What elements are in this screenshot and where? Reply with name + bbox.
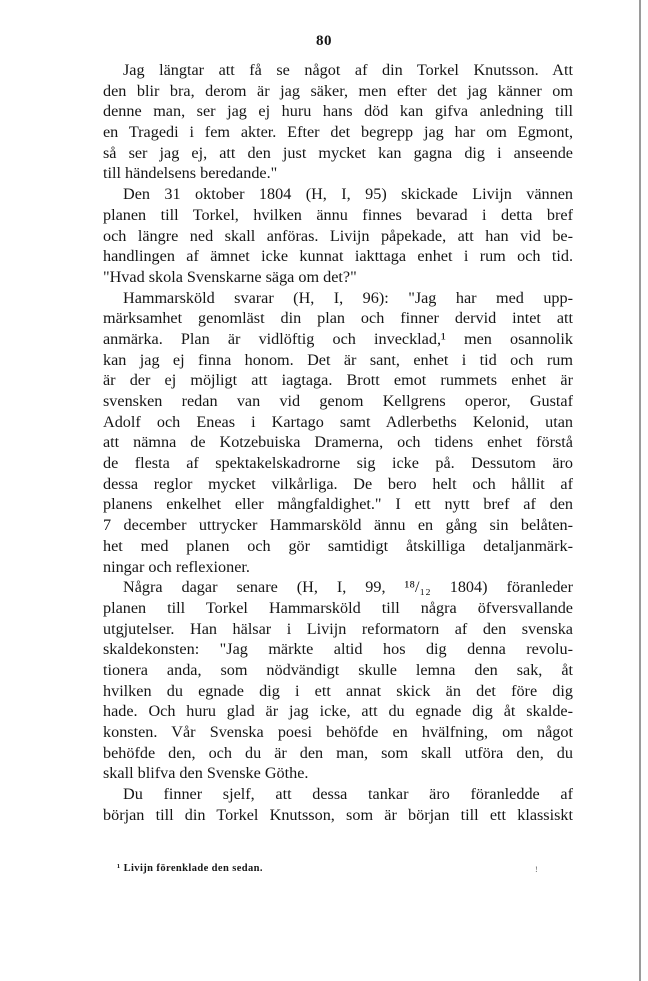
- text-line: Jag längtar att få se något af din Torkel Knutsson. Att: [123, 61, 573, 79]
- text-line: den blir bra, derom är jag säker, men efter det jag känner om: [103, 81, 573, 100]
- text-line: Några dagar senare (H, I, 99, ¹⁸/₁₂ 1804) föranleder: [123, 578, 573, 597]
- text-line: märksamhet genomläst din plan och finner dervid intet att: [103, 309, 573, 328]
- text-line: de flesta af spektakelskadrorne sig icke på. Dessutom äro: [103, 454, 573, 473]
- text-line: tionera anda, som nödvändigt skulle lemna den sak, åt: [103, 660, 573, 679]
- text-line: planens enkelhet eller mångfaldighet." I ett nytt bref af den: [103, 495, 573, 514]
- text-line: början till din Torkel Knutsson, som är början till ett klassiskt: [103, 805, 573, 824]
- text-line: behöfde den, och du är den man, som skall utföra den, du: [103, 743, 573, 762]
- text-line: ningar och reflexioner.: [103, 557, 250, 576]
- text-line: anmärka. Plan är vidlöftig och invecklad,¹ men osannolik: [103, 329, 573, 348]
- text-line: utgjutelser. Han hälsar i Livijn reformatorn af den svenska: [103, 619, 573, 638]
- text-line: svensken redan van vid genom Kellgrens operor, Gustaf: [103, 392, 573, 410]
- body-text: [103, 60, 573, 825]
- text-line: till händelsens beredande.": [103, 164, 278, 183]
- text-line: handlingen af ämnet icke kunnat iakttaga enhet i rum och tid.: [103, 247, 573, 266]
- footnote: ¹ Livijn förenklade den sedan.: [117, 863, 263, 874]
- footnote-stray-mark: !: [535, 865, 538, 874]
- text-line: så ser jag ej, att den just mycket kan gagna dig i anseende: [103, 143, 573, 162]
- text-line: att nämna de Kotzebuiska Dramerna, och tidens enhet förstå: [103, 433, 573, 452]
- text-line: hade. Och huru glad är jag icke, att du egnade dig åt skalde-: [103, 702, 573, 721]
- text-line: hvilken du egnade dig i ett annat skick än det före dig: [103, 681, 573, 700]
- text-line: planen till Torkel Hammarsköld till några öfversvallande: [103, 598, 573, 617]
- text-line: Du finner sjelf, att dessa tankar äro föranledde af: [123, 785, 573, 804]
- text-line: en Tragedi i fem akter. Efter det begrepp jag har om Egmont,: [103, 123, 573, 142]
- text-line: planen till Torkel, hvilken ännu finnes bevarad i detta bref: [103, 205, 573, 224]
- text-line: Hammarsköld svarar (H, I, 96): "Jag har med upp-: [123, 288, 573, 307]
- text-line: skaldekonsten: "Jag märkte altid hos dig denna revolu-: [103, 640, 573, 659]
- page-number: 80: [316, 33, 332, 49]
- text-line: 7 december uttrycker Hammarsköld ännu en gång sin belåten-: [103, 516, 573, 535]
- text-line: dessa reglor mycket vilkårliga. De bero helt och hållit af: [103, 474, 573, 493]
- text-line: "Hvad skola Svenskarne säga om det?": [103, 267, 357, 286]
- text-line: denne man, ser jag ej huru hans död kan gifva anledning till: [103, 102, 573, 121]
- text-line: Adolf och Eneas i Kartago samt Adlerbeths Kelonid, utan: [103, 412, 573, 431]
- text-line: är der ej möjligt att iagtaga. Brott emot rummets enhet är: [103, 371, 573, 390]
- page-edge-rule: [639, 0, 641, 981]
- text-line: kan jag ej finna honom. Det är sant, enhet i tid och rum: [103, 350, 573, 369]
- text-line: het med planen och gör samtidigt åtskilliga detaljanmärk-: [103, 536, 573, 555]
- text-line: Den 31 oktober 1804 (H, I, 95) skickade Livijn vännen: [123, 185, 573, 204]
- text-line: och längre ned skall anföras. Livijn påpekade, att han vid be-: [103, 226, 573, 245]
- text-line: konsten. Vår Svenska poesi behöfde en hvälfning, om något: [103, 723, 573, 741]
- text-line: skall blifva den Svenske Göthe.: [103, 764, 309, 783]
